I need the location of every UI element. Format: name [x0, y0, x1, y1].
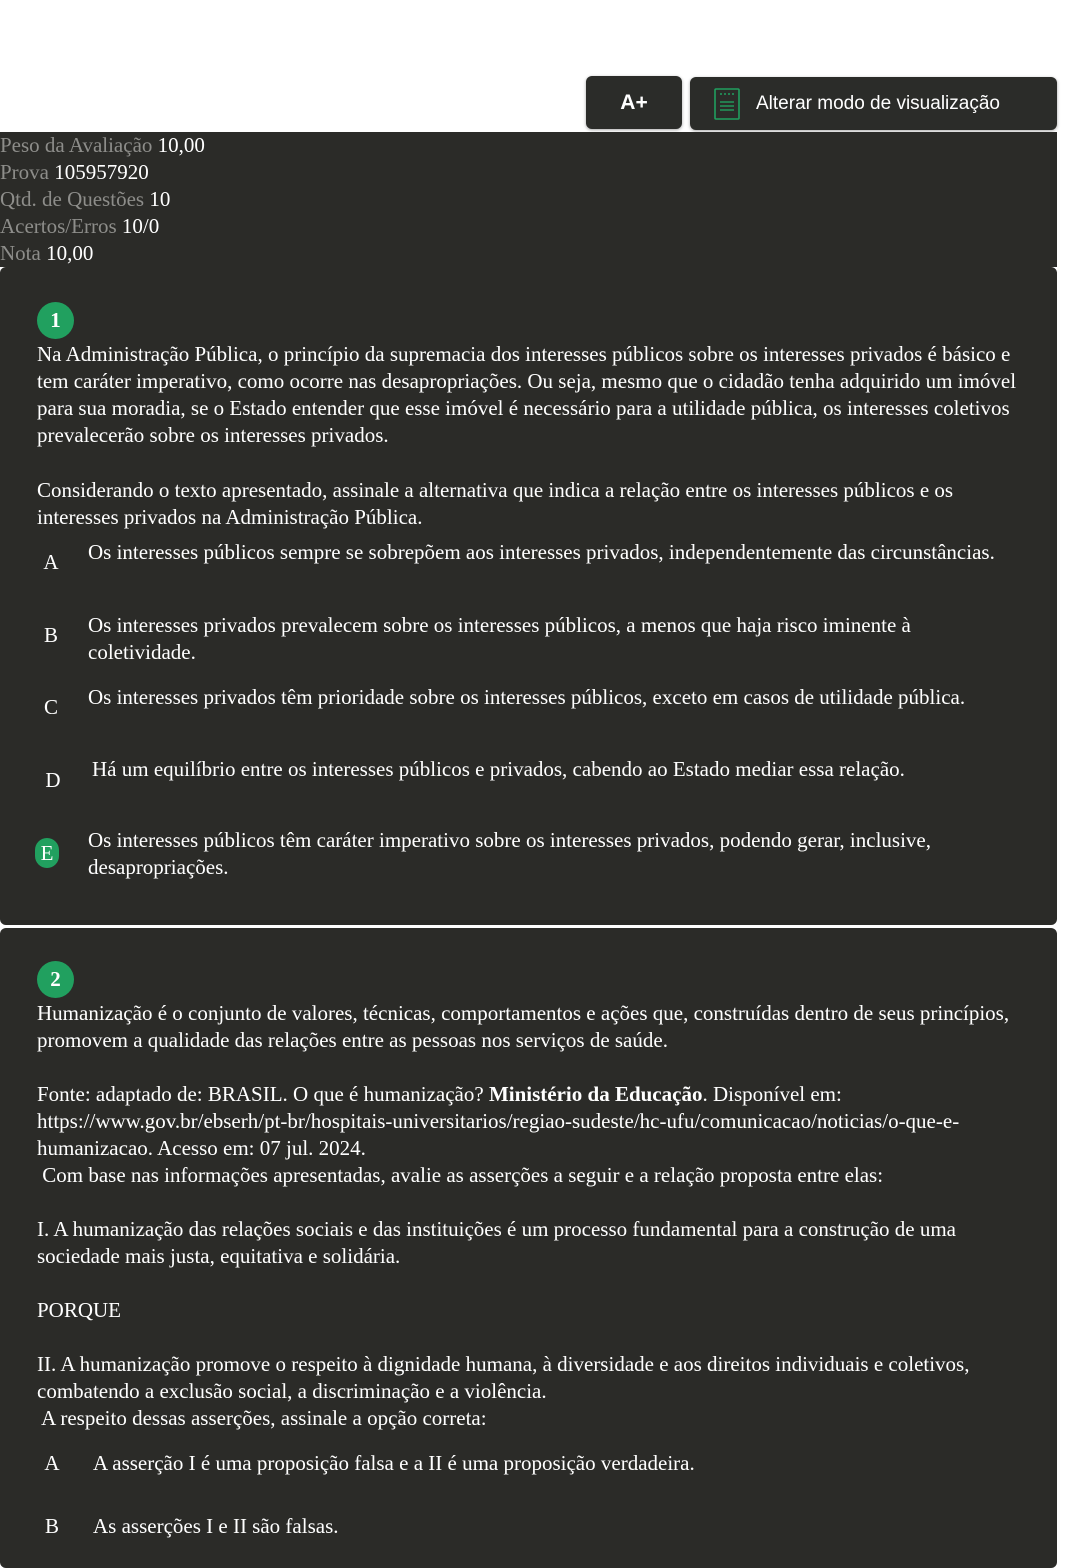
questoes-value: 10 [149, 187, 171, 211]
option-letter: D [45, 768, 61, 792]
assertion-connector: PORQUE [37, 1298, 122, 1322]
option-text: Os interesses privados prevalecem sobre os interesses públicos, a menos que haja risco iminente à coletividade. [88, 613, 911, 664]
question-prompt: A respeito dessas asserções, assinale a opção correta: [37, 1406, 487, 1430]
option-text: Há um equilíbrio entre os interesses públicos e privados, cabendo ao Estado mediar essa relação. [92, 757, 905, 781]
summary-questoes [0, 186, 1057, 213]
top-toolbar [0, 0, 1067, 132]
option-text: Os interesses públicos sempre se sobrepõem aos interesses privados, independentemente das circunstâncias. [88, 540, 995, 564]
document-view-icon [714, 88, 740, 120]
option-letter: C [43, 695, 58, 719]
option-letter: B [44, 1514, 59, 1538]
summary-acertos [0, 213, 1057, 240]
source-bold: Ministério da Educação [488, 1082, 703, 1106]
option-letter: A [43, 550, 59, 574]
question-statement: Na Administração Pública, o princípio da supremacia dos interesses públicos sobre os interesses privados é básico e tem caráter imperativo, como ocorre nas desapropriações. Ou seja, mesmo que o cidadão tenha adquirido um imóvel para sua moradia, se o Estado entender que esse imóvel é necessário para a utilidade pública, os interesses coletivos prevalecerão sobre os interesses privados. [37, 342, 1017, 447]
prova-label: Prova [0, 160, 49, 184]
question-instruction: Com base nas informações apresentadas, avalie as asserções a seguir e a relação proposta entre elas: [37, 1163, 884, 1187]
source-suffix: . Disponível em: https://www.gov.br/ebserh/pt-br/hospitais-universitarios/regiao-sudeste/hc-ufu/comunicacao/noticias/o-que-e-humanizacao. Acesso em: 07 jul. 2024. [37, 1082, 960, 1160]
question-card-2 [0, 928, 1057, 1568]
option-letter: A [44, 1451, 60, 1475]
question-command: Considerando o texto apresentado, assinale a alternativa que indica a relação entre os interesses públicos e os interesses privados na Administração Pública. [37, 478, 954, 529]
peso-label: Peso da Avaliação [0, 133, 153, 157]
prova-value: 105957920 [54, 160, 149, 184]
question-source [37, 1081, 1027, 1162]
increase-font-button[interactable]: A+ [586, 76, 682, 129]
summary-peso [0, 132, 1057, 159]
summary-nota [0, 240, 1057, 267]
question-number-badge: 1 [37, 302, 74, 339]
question-statement: Humanização é o conjunto de valores, técnicas, comportamentos e ações que, construídas dentro de seus princípios, promovem a qualidade das relações entre as pessoas nos serviços de saúde. [37, 1001, 1010, 1052]
option-text: A asserção I é uma proposição falsa e a II é uma proposição verdadeira. [93, 1451, 695, 1475]
questoes-label: Qtd. de Questões [0, 187, 145, 211]
question-number-badge: 2 [37, 961, 74, 998]
peso-value: 10,00 [157, 133, 205, 157]
acertos-value: 10/0 [121, 214, 160, 238]
option-text: As asserções I e II são falsas. [93, 1514, 339, 1538]
change-view-mode-button[interactable] [690, 77, 1057, 130]
assertion-1: I. A humanização das relações sociais e das instituições é um processo fundamental para a construção de uma sociedade mais justa, equitativa e solidária. [37, 1217, 957, 1268]
assertion-2: II. A humanização promove o respeito à dignidade humana, à diversidade e aos direitos individuais e coletivos, combatendo a exclusão social, a discriminação e a violência. [37, 1352, 970, 1403]
nota-label: Nota [0, 241, 41, 265]
change-view-mode-label: Alterar modo de visualização [756, 92, 1000, 114]
option-letter: B [43, 623, 58, 647]
acertos-label: Acertos/Erros [0, 214, 117, 238]
option-text: Os interesses públicos têm caráter imperativo sobre os interesses privados, podendo gerar, inclusive, desapropriações. [88, 828, 932, 879]
nota-value: 10,00 [46, 241, 94, 265]
correct-option-letter: E [35, 838, 59, 868]
option-text: Os interesses privados têm prioridade sobre os interesses públicos, exceto em casos de utilidade pública. [88, 685, 966, 709]
summary-prova [0, 159, 1057, 186]
question-card-1 [0, 267, 1057, 925]
exam-summary [0, 132, 1057, 267]
source-prefix: Fonte: adaptado de: BRASIL. O que é humanização? [37, 1082, 489, 1106]
